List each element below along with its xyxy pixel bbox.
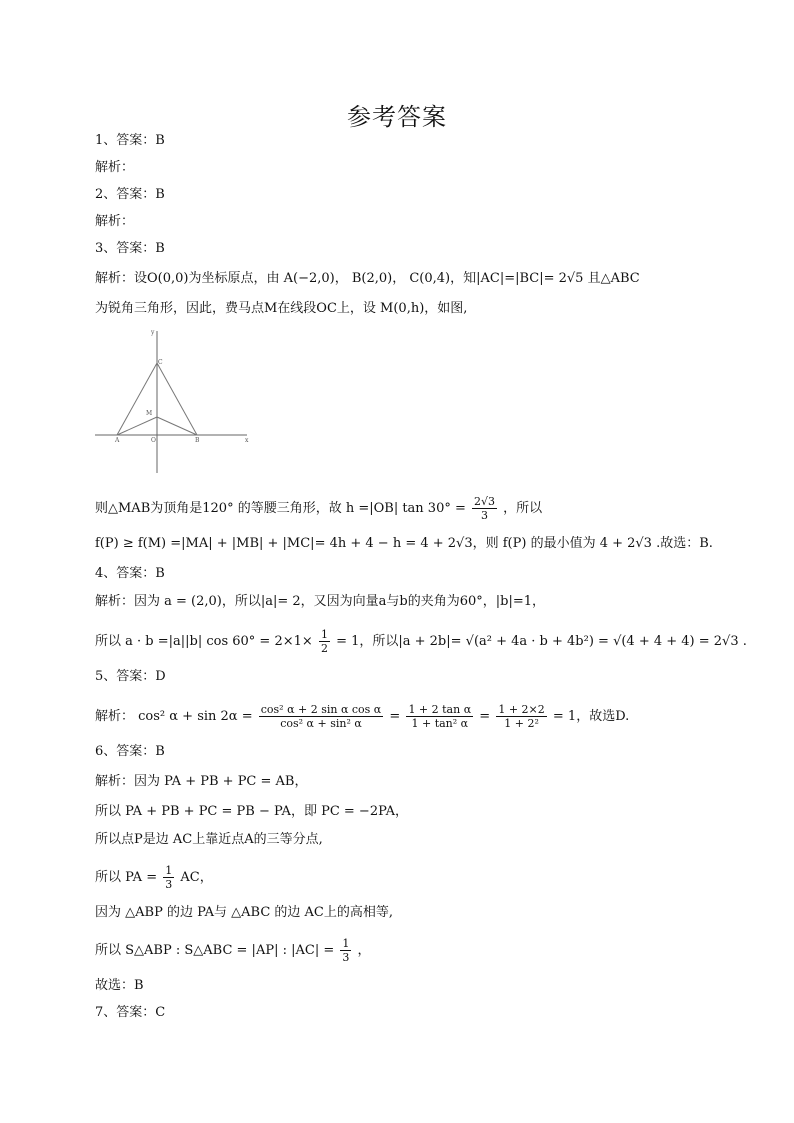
fraction-numerator: 1 [165,864,173,877]
analysis-3-line-3 [95,495,542,522]
fraction-1-over-3 [340,937,351,964]
analysis-6-line-5: 因为 △ABP 的边 PA与 △ABC 的边 AC上的高相等, [95,905,394,920]
analysis-4-line-2-tail: = 1，所以|a + 2b|= √(a² + 4a · b + 4b²) = √(4 + 4 + 4) = 2√3 . [336,634,747,649]
analysis-4-line-2-text: 所以 a · b =|a||b| cos 60° = 2×1× [95,634,313,649]
answer-2: 2、答案：B [95,187,165,202]
x-axis-label: x [245,437,249,444]
point-c-label: C [158,359,163,366]
answer-3: 3、答案：B [95,241,165,256]
y-axis-label: y [151,329,155,336]
analysis-5-tail: = 1，故选D. [552,709,630,724]
fraction-denominator: cos² α + sin² α [280,717,362,730]
analysis-4-line-2 [95,628,747,655]
fraction-numerator: 1 + 2×2 [498,703,545,716]
point-b-label: B [195,437,200,444]
segment-bm [157,417,197,435]
side-bc [157,363,197,435]
fraction-denominator: 3 [165,878,173,891]
fraction-numerator: 1 + 2 tan α [408,703,472,716]
analysis-6-line-6 [95,937,371,964]
analysis-3-line-1: 解析：设O(0,0)为坐标原点，由 A(−2,0)， B(2,0)， C(0,4)，知|AC|=|BC|= 2√5 且△ABC [95,271,640,286]
answer-7: 7、答案：C [95,1005,166,1020]
choose-answer-6: 故选：B [95,978,144,993]
analysis-6-line-6-tail: ， [357,943,371,958]
analysis-2: 解析： [95,214,135,229]
fraction-1-over-3 [163,864,174,891]
answer-6: 6、答案：B [95,744,165,759]
analysis-3-line-2: 为锐角三角形，因此，费马点M在线段OC上，设 M(0,h)，如图, [95,301,468,316]
analysis-6-line-4 [95,864,213,891]
fraction-denominator: 1 + 2² [504,717,539,730]
fraction-numerator: 1 [342,937,350,950]
analysis-1: 解析： [95,160,135,175]
fraction-denominator: 3 [342,951,350,964]
fraction-tan [406,703,473,730]
fraction-numerator: 1 [320,628,328,641]
analysis-6-line-4-tail: AC， [180,870,213,885]
fraction-denominator: 3 [481,509,489,522]
fraction-denominator: 1 + tan² α [411,717,469,730]
triangle-figure [95,328,255,473]
fraction-denominator: 2 [320,642,328,655]
analysis-3-line-3-text: 则△MAB为顶角是120° 的等腰三角形，故 h =|OB| tan 30° = [95,501,466,516]
equals-sign: = [389,709,401,724]
answer-5: 5、答案：D [95,669,166,684]
page-title: 参考答案 [347,103,447,131]
point-o-label: O [151,437,156,444]
answer-4: 4、答案：B [95,566,165,581]
answer-1: 1、答案：B [95,133,165,148]
analysis-5 [95,703,629,730]
point-a-label: A [115,437,120,444]
analysis-5-text: 解析： cos² α + sin 2α = [95,709,253,724]
point-m-label: M [146,410,153,417]
analysis-6-line-3: 所以点P是边 AC上靠近点A的三等分点, [95,832,323,847]
fraction-numerator: cos² α + 2 sin α cos α [260,703,382,716]
analysis-6-line-1: 解析：因为 PA + PB + PC = AB， [95,774,308,789]
analysis-6-line-4-text: 所以 PA = [95,870,158,885]
analysis-4-line-1: 解析：因为 a = (2,0)，所以|a|= 2，又因为向量a与b的夹角为60°，|b|=1， [95,594,546,609]
fraction-numeric [496,703,546,730]
fraction-1-over-2 [319,628,330,655]
analysis-6-line-2: 所以 PA + PB + PC = PB − PA，即 PC = −2PA， [95,804,409,819]
side-ac [117,363,157,435]
fraction-2sqrt3-over-3 [472,495,497,522]
analysis-3-line-4: f(P) ≥ f(M) =|MA| + |MB| + |MC|= 4h + 4 − h = 4 + 2√3，则 f(P) 的最小值为 4 + 2√3 .故选：B. [95,536,713,551]
fraction-cos-sin [259,703,384,730]
equals-sign: = [479,709,491,724]
analysis-3-line-3-tail: ，所以 [503,501,543,516]
fraction-numerator: 2√3 [474,495,496,508]
segment-am [117,417,157,435]
analysis-6-line-6-text: 所以 S△ABP : S△ABC = |AP| : |AC| = [95,943,335,958]
